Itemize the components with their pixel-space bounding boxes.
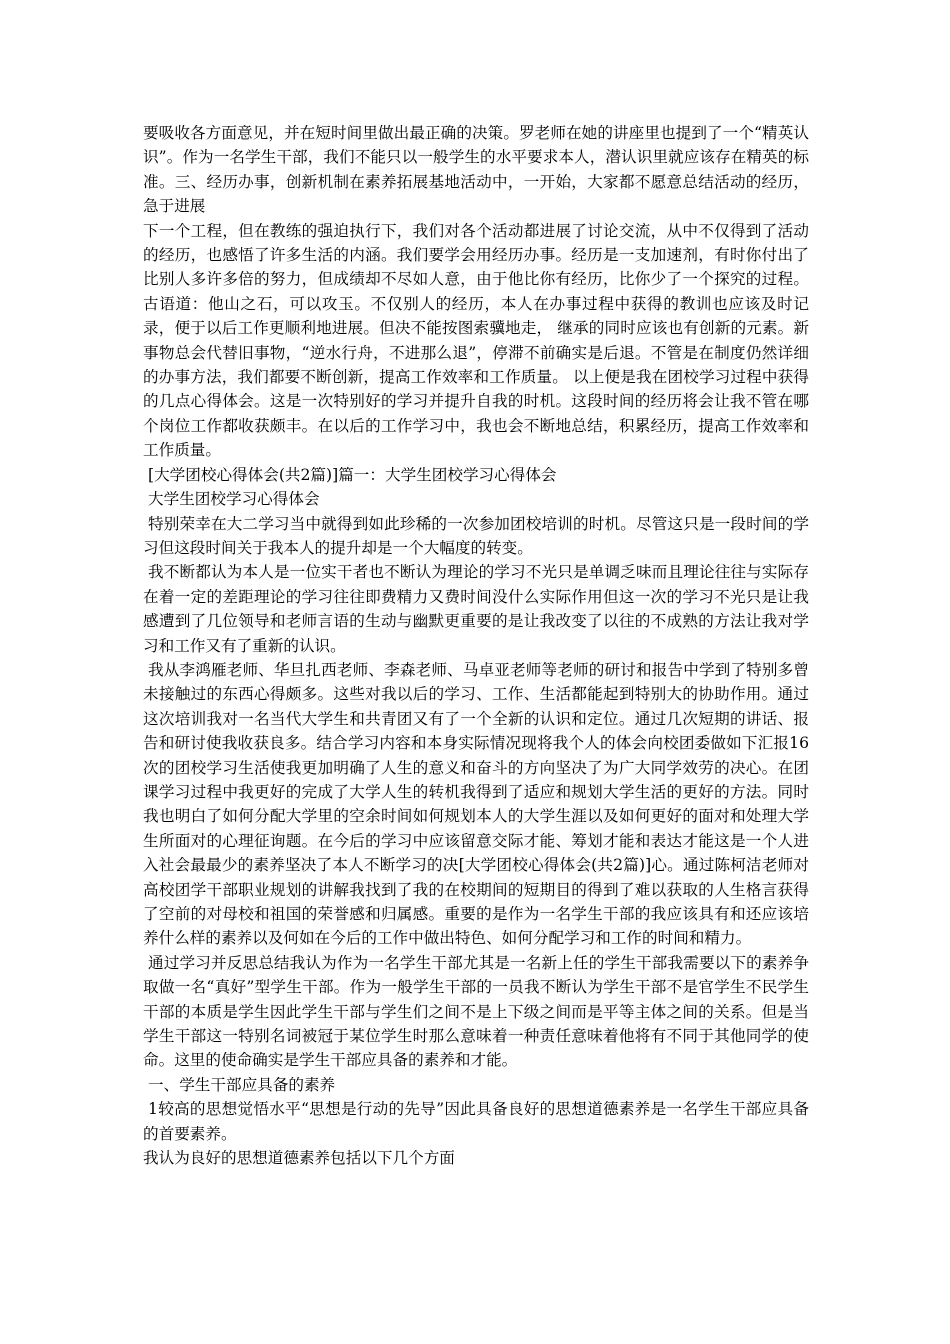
paragraph-6: 通过学习并反思总结我认为作为一名学生干部尤其是一名新上任的学生干部我需要以下的素养争取做一名“真好”型学生干部。作为一般学生干部的一员我不断认为学生干部不是官学生不民学生干部的本质是学生因此学生干部与学生们之间不是上下级之间而是平等主体之间的关系。但是当学生干部这一特别名词被冠于某位学生时那么意味着一种责任意味着他将有不同于其他同学的使命。这里的使命确实是学生干部应具备的素养和才能。 — [143, 953, 809, 1070]
article-title-line: [大学团校心得体会(共2篇)]篇一：大学生团校学习心得体会 — [148, 465, 557, 484]
section-heading: 一、学生干部应具备的素养 — [148, 1075, 336, 1094]
paragraph-5: 我从李鸿雁老师、华旦扎西老师、李森老师、马卓亚老师等老师的研讨和报告中学到了特别多曾未接触过的东西心得颇多。这些对我以后的学习、工作、生活都能起到特别大的协助作用。通过这次培训我对一名当代大学生和共青团又有了一个全新的认识和定位。通过几次短期的讲话、报告和研讨使我收获良多。结合学习内容和本身实际情况现将我个人的体会向校团委做如下汇报16次的团校学习生活使我更加明确了人生的意义和奋斗的方向坚决了为广大同学效劳的决心。在团课学习过程中我更好的完成了大学人生的转机我得到了适应和规划大学生活的更好的方法。同时我也明白了如何分配大学里的空余时间如何规划本人的大学生涯以及如何更好的面对和处理大学生所面对的心理征询题。在今后的学习中应该留意交际才能、筹划才能和表达才能这是一个人进入社会最最少的素养坚决了本人不断学习的决[大学团校心得体会(共2篇)]心。通过陈柯洁老师对高校团学干部职业规划的讲解我找到了我的在校期间的短期目的得到了难以获取的人生格言获得了空前的对母校和祖国的荣誉感和归属感。重要的是作为一名学生干部的我应该具有和还应该培养什么样的素养以及何如在今后的工作中做出特色、如何分配学习和工作的时间和精力。 — [143, 660, 809, 948]
article-subtitle: 大学生团校学习心得体会 — [148, 490, 320, 509]
paragraph-7: 1较高的思想觉悟水平“思想是行动的先导”因此具备良好的思想道德素养是一名学生干部应具备的首要素养。 — [143, 1100, 809, 1143]
paragraph-1: 要吸收各方面意见，并在短时间里做出最正确的决策。罗老师在她的讲座里也提到了一个“精英认识”。作为一名学生干部，我们不能只以一般学生的水平要求本人，潜认识里就应该存在精英的标准。三、经历办事，创新机制在素养拓展基地活动中，一开始，大家都不愿意总结活动的经历，急于进展 — [143, 124, 809, 216]
paragraph-3: 特别荣幸在大二学习当中就得到如此珍稀的一次参加团校培训的时机。尽管这只是一段时间的学习但这段时间关于我本人的提升却是一个大幅度的转变。 — [143, 514, 809, 557]
paragraph-2: 下一个工程，但在教练的强迫执行下，我们对各个活动都进展了讨论交流，从中不仅得到了活动的经历，也感悟了许多生活的内涵。我们要学会用经历办事。经历是一支加速剂，有时你付出了比别人多许多倍的努力，但成绩却不尽如人意，由于他比你有经历，比你少了一个探究的过程。古语道：他山之石，可以攻玉。不仅别人的经历，本人在办事过程中获得的教训也应该及时记录，便于以后工作更顺利地进展。但决不能按图索骥地走， 继承的同时应该也有创新的元素。新事物总会代替旧事物，“逆水行舟，不进那么退”，停滞不前确实是后退。不管是在制度仍然详细的办事方法，我们都要不断创新，提高工作效率和工作质量。 以上便是我在团校学习过程中获得的几点心得体会。这是一次特别好的学习并提升自我的时机。这段时间的经历将会让我不管在哪个岗位工作都收获颇丰。在以后的工作学习中，我也会不断地总结，积累经历，提高工作效率和工作质量。 — [143, 221, 809, 460]
paragraph-8: 我认为良好的思想道德素养包括以下几个方面 — [143, 1149, 455, 1168]
document-body — [143, 121, 809, 1170]
paragraph-4: 我不断都认为本人是一位实干者也不断认为理论的学习不光只是单调乏味而且理论往往与实际存在着一定的差距理论的学习往往即费精力又费时间没什么实际作用但这一次的学习不光只是让我感遭到了几位领导和老师言语的生动与幽默更重要的是让我改变了以往的不成熟的方法让我对学习和工作又有了重新的认识。 — [143, 563, 809, 655]
